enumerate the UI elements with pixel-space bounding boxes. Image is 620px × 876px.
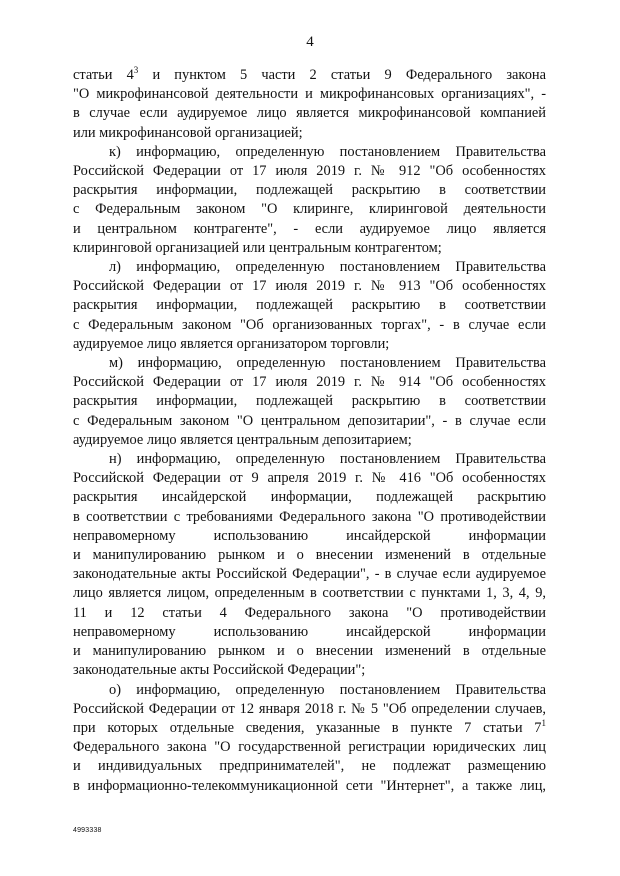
text-line: и индивидуальных предпринимателей", не подлежат размещению [73, 758, 546, 775]
text-line: к) информацию, определенную постановлением Правительства [109, 143, 546, 160]
document-code: 4993338 [73, 827, 102, 834]
text-line: и манипулированию рынком и о внесении изменений в отдельные [73, 643, 546, 660]
text-line: л) информацию, определенную постановлением Правительства [109, 259, 546, 276]
text-line: н) информацию, определенную постановлением Правительства [109, 451, 546, 468]
text-line: Российской Федерации от 9 апреля 2019 г. № 416 "Об особенностях [73, 470, 546, 487]
text-line: 11 и 12 статьи 4 Федерального закона "О противодействии [73, 604, 546, 621]
superscript: 1 [541, 717, 546, 728]
text-line: в информационно-телекоммуникационной сети "Интернет", а также лиц, [73, 777, 546, 794]
text-line: законодательные акты Российской Федерации"; [73, 662, 366, 679]
text-line: Российской Федерации от 17 июля 2019 г. № 913 "Об особенностях [73, 278, 546, 295]
text-line: раскрытия информации, подлежащей раскрытию в соответствии [73, 182, 546, 199]
text-line [73, 66, 546, 85]
text-line: Российской Федерации от 17 июля 2019 г. № 912 "Об особенностях [73, 163, 546, 180]
document-body [73, 66, 546, 796]
paragraph-l [73, 258, 546, 354]
text-line: лицо является лицом, определенным в соответствии с пунктами 1, 3, 4, 9, [73, 585, 546, 602]
text-line: Федерального закона "О государственной регистрации юридических лиц [73, 739, 546, 756]
text-line: Российской Федерации от 17 июля 2019 г. № 914 "Об особенностях [73, 374, 546, 391]
text-line: или микрофинансовой организацией; [73, 124, 303, 141]
page-number: 4 [306, 34, 314, 50]
text-line: раскрытия информации, подлежащей раскрытию в соответствии [73, 297, 546, 314]
text-line: раскрытия инсайдерской информации, подлежащей раскрытию [73, 489, 546, 506]
text-line: неправомерному использованию инсайдерской информации [73, 527, 546, 544]
text-fragment: и пунктом 5 части 2 статьи 9 Федерального закона [138, 67, 546, 83]
paragraph-o [73, 681, 546, 796]
text-line: законодательные акты Российской Федерации", - в случае если аудируемое [73, 566, 546, 583]
paragraph-continuation [73, 66, 546, 143]
text-line: аудируемое лицо является центральным депозитарием; [73, 431, 412, 448]
text-line: о) информацию, определенную постановлением Правительства [109, 681, 546, 698]
text-line: аудируемое лицо является организатором торговли; [73, 335, 390, 352]
text-line: с Федеральным законом "О клиринге, клиринговой деятельности [73, 201, 546, 218]
text-fragment: статьи 4 [73, 67, 134, 83]
text-line: неправомерному использованию инсайдерской информации [73, 623, 546, 640]
text-line [73, 719, 546, 738]
superscript: 3 [133, 65, 139, 75]
text-line: и манипулированию рынком и о внесении изменений в отдельные [73, 547, 546, 564]
text-line: Российской Федерации от 12 января 2018 г. № 5 "Об определении случаев, [73, 700, 546, 717]
text-line: м) информацию, определенную постановлением Правительства [109, 355, 546, 372]
paragraph-n [73, 450, 546, 680]
text-line: с Федеральным законом "Об организованных торгах", - в случае если [73, 316, 546, 333]
paragraph-k [73, 143, 546, 258]
paragraph-m [73, 354, 546, 450]
text-line: в соответствии с требованиями Федерального закона "О противодействии [73, 508, 546, 525]
text-line: в случае если аудируемое лицо является микрофинансовой компанией [73, 105, 546, 122]
text-line: с Федеральным законом "О центральном депозитарии", - в случае если [73, 412, 546, 429]
text-line: "О микрофинансовой деятельности и микрофинансовых организациях", - [73, 86, 546, 103]
text-line: клиринговой организацией или центральным контрагентом; [73, 239, 442, 256]
text-line: раскрытия информации, подлежащей раскрытию в соответствии [73, 393, 546, 410]
text-line: и центральном контрагенте", - если аудируемое лицо является [73, 220, 546, 237]
text-fragment: при которых отдельные сведения, указанные в пункте 7 статьи 7 [73, 719, 542, 736]
